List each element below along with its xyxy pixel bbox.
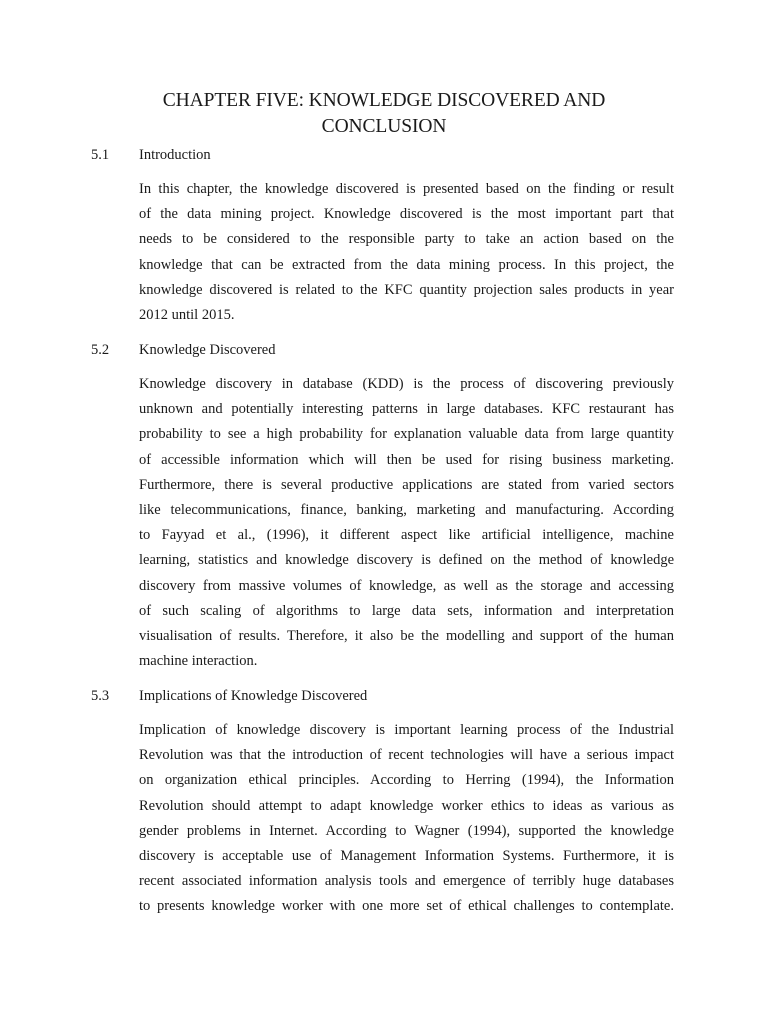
section-paragraph-5-2 — [139, 372, 674, 674]
paragraph-line: 2012 until 2015. — [139, 306, 235, 323]
paragraph-line: like telecommunications, finance, banking, marketing and manufacturing. According — [139, 501, 674, 518]
chapter-title — [100, 88, 668, 140]
paragraph-line: Knowledge discovery in database (KDD) is the process of discovering previously — [139, 376, 674, 392]
paragraph-line: to Fayyad et al., (1996), it different aspect like artificial intelligence, machine — [139, 527, 674, 544]
paragraph-line: discovery from massive volumes of knowledge, as well as the storage and accessing — [139, 577, 674, 594]
section-number: 5.3 — [91, 688, 110, 704]
section-number: 5.2 — [91, 342, 110, 358]
paragraph-line: knowledge discovered is related to the KFC quantity projection sales products in year — [139, 281, 674, 298]
paragraph-line: unknown and potentially interesting patterns in large databases. KFC restaurant has — [139, 401, 674, 418]
paragraph-line: of such scaling of algorithms to large data sets, information and interpretation — [139, 602, 674, 619]
section-title: Implications of Knowledge Discovered — [139, 688, 368, 704]
paragraph-line: machine interaction. — [139, 653, 258, 670]
section-paragraph-5-3 — [139, 718, 674, 920]
section-paragraph-5-1 — [139, 177, 674, 328]
paragraph-line: on organization ethical principles. According to Herring (1994), the Information — [139, 772, 674, 789]
paragraph-line: knowledge that can be extracted from the data mining process. In this project, the — [139, 256, 674, 273]
paragraph-line: of the data mining project. Knowledge discovered is the most important part that — [139, 206, 674, 223]
paragraph-line: Implication of knowledge discovery is important learning process of the Industrial — [139, 722, 674, 738]
chapter-title-line-2: CONCLUSION — [321, 116, 447, 137]
paragraph-line: probability to see a high probability for explanation valuable data from large quantity — [139, 426, 674, 443]
section-number: 5.1 — [91, 147, 110, 163]
paragraph-line: to presents knowledge worker with one more set of ethical challenges to contemplate. — [139, 898, 674, 915]
paragraph-line: recent associated information analysis tools and emergence of terribly huge databases — [139, 873, 674, 890]
section-title: Introduction — [139, 147, 211, 163]
paragraph-line: needs to be considered to the responsible party to take an action based on the — [139, 231, 674, 248]
paragraph-line: visualisation of results. Therefore, it also be the modelling and support of the human — [139, 627, 674, 644]
paragraph-line: In this chapter, the knowledge discovered is presented based on the finding or result — [139, 181, 674, 197]
chapter-title-line-1: CHAPTER FIVE: KNOWLEDGE DISCOVERED AND — [162, 90, 606, 111]
paragraph-line: Revolution should attempt to adapt knowledge worker ethics to ideas as various as — [139, 797, 674, 814]
paragraph-line: of accessible information which will then be used for rising business marketing. — [139, 451, 674, 468]
paragraph-line: learning, statistics and knowledge discovery is defined on the method of knowledge — [139, 552, 674, 569]
section-title: Knowledge Discovered — [139, 342, 276, 358]
paragraph-line: discovery is acceptable use of Management Information Systems. Furthermore, it is — [139, 847, 674, 864]
paragraph-line: Furthermore, there is several productive applications are stated from varied sectors — [139, 476, 674, 493]
paragraph-line: gender problems in Internet. According to Wagner (1994), supported the knowledge — [139, 822, 674, 839]
paragraph-line: Revolution was that the introduction of recent technologies will have a serious impact — [139, 747, 674, 764]
